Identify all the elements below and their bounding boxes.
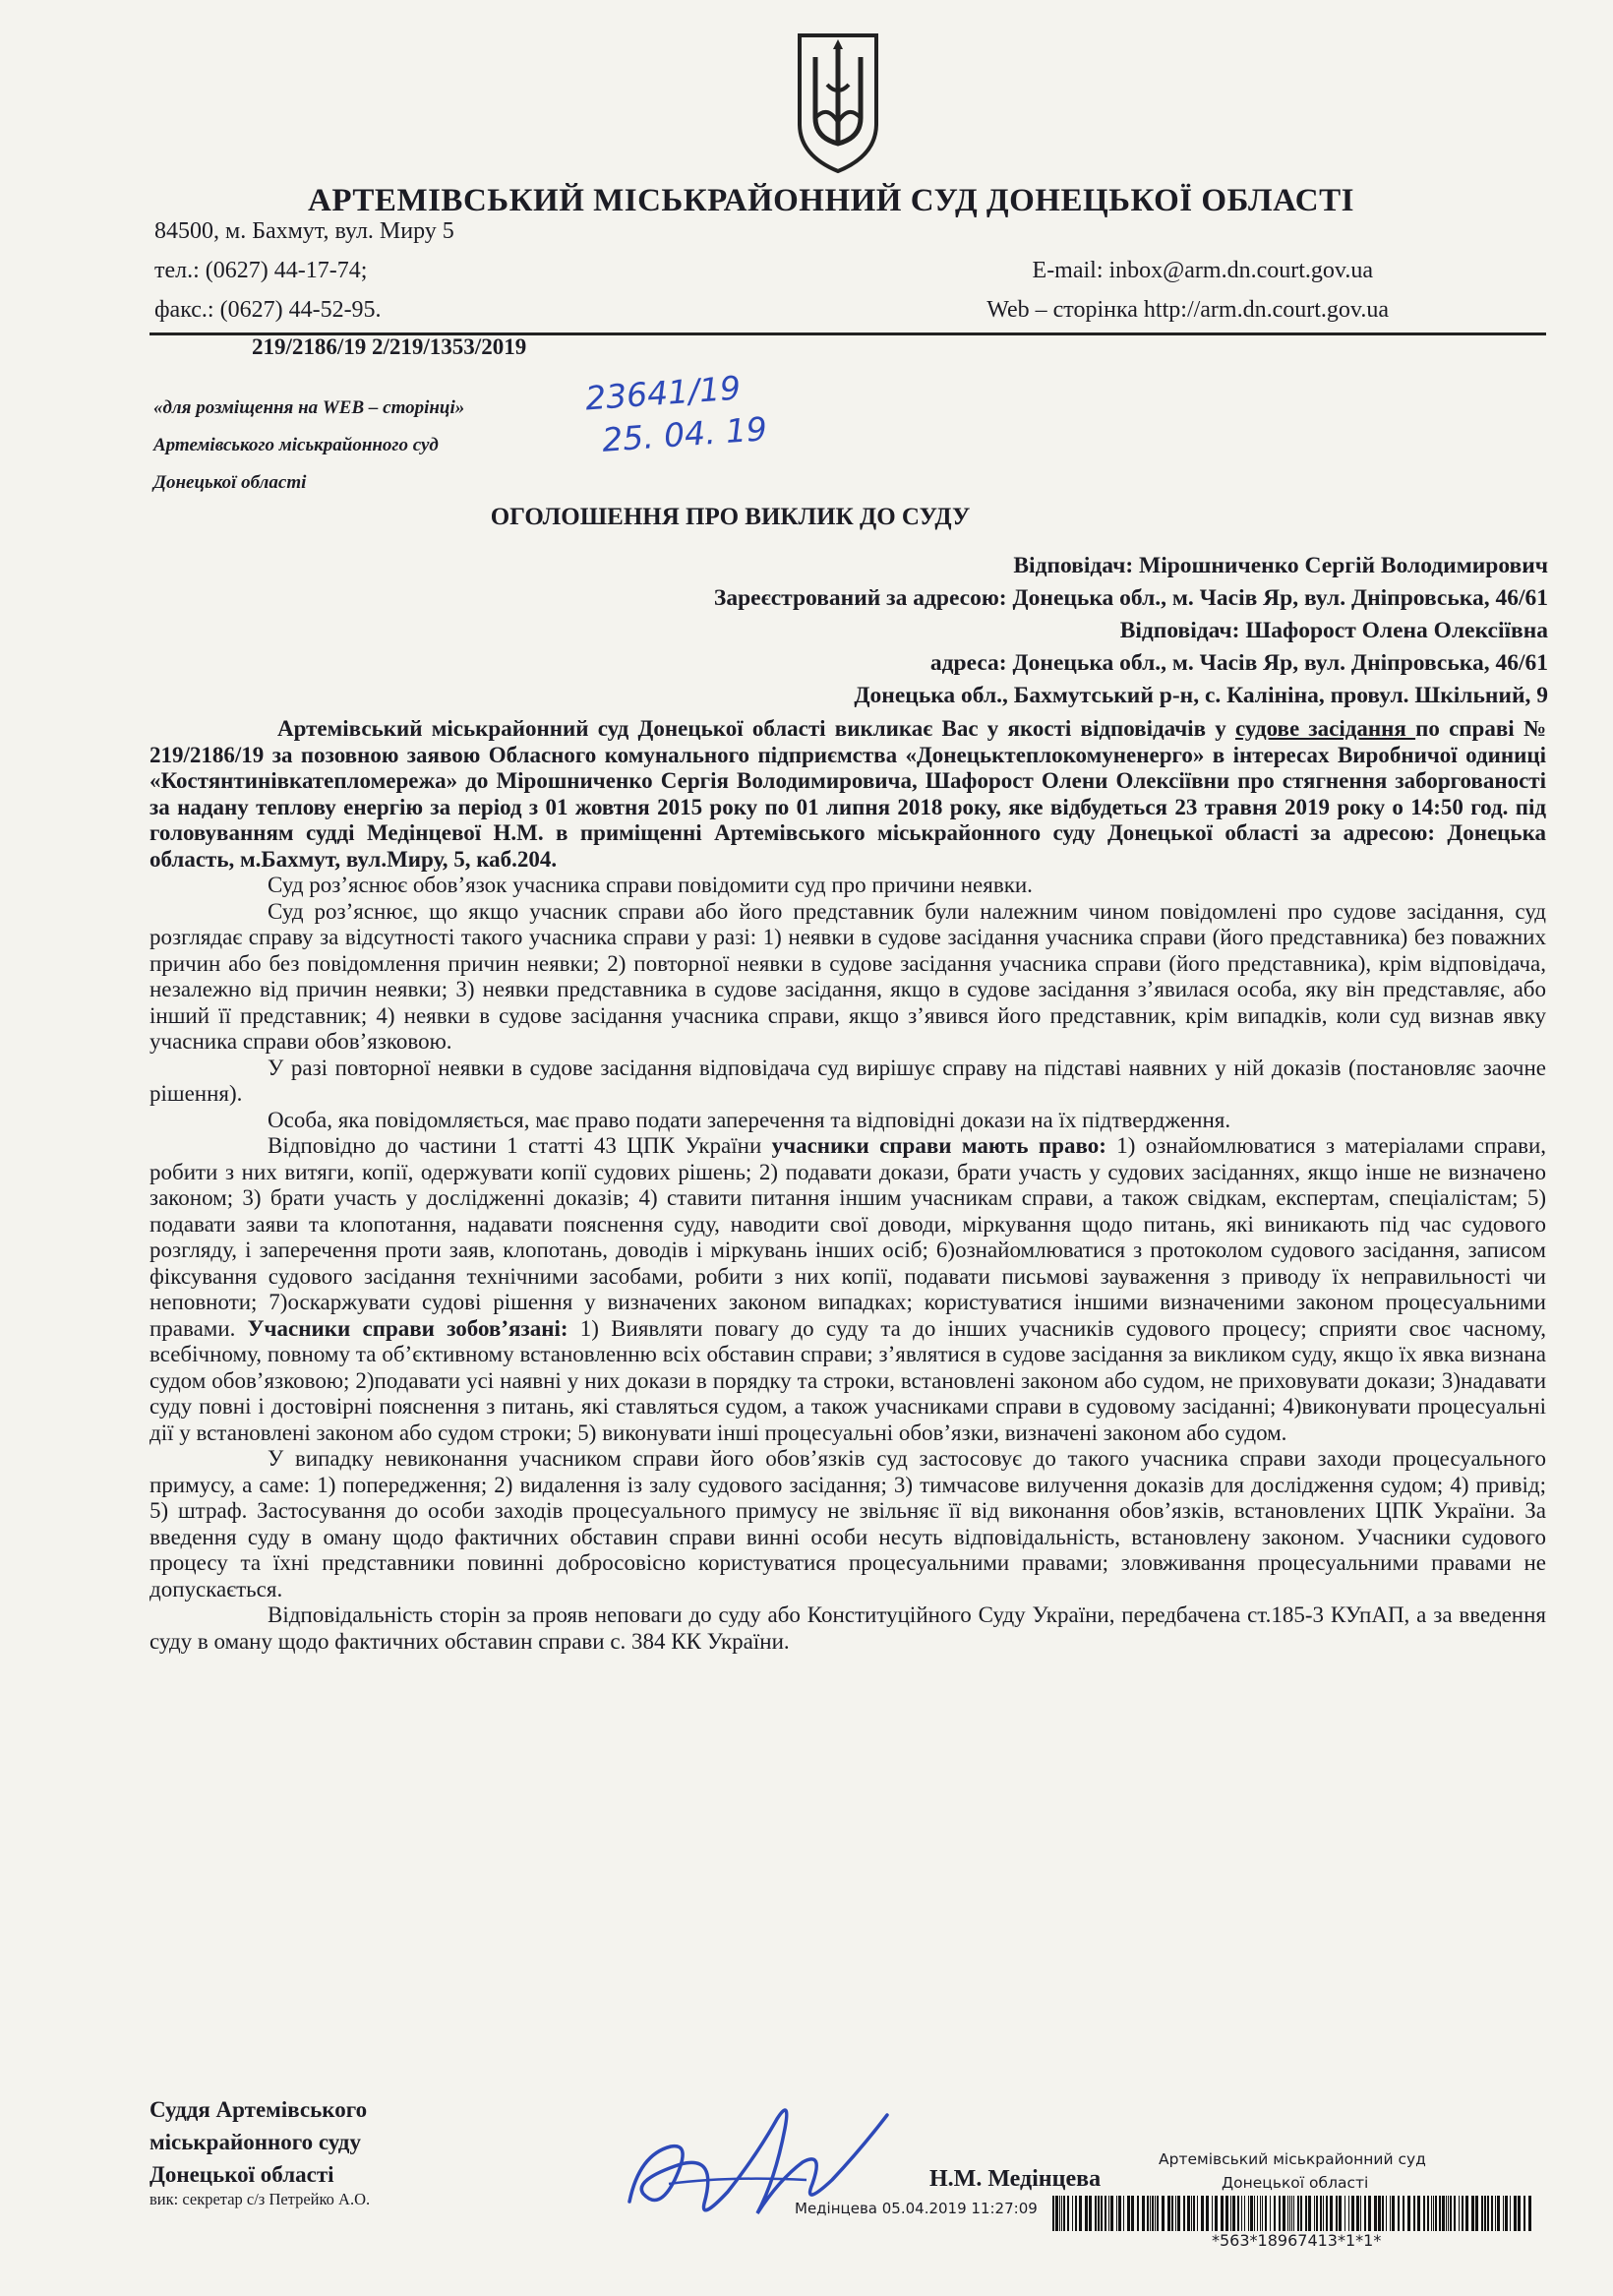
barcode-bar — [1212, 2196, 1213, 2231]
court-address: 84500, м. Бахмут, вул. Миру 5 — [154, 218, 454, 244]
judge-title-line3: Донецької області — [149, 2162, 334, 2187]
barcode-bar — [1079, 2196, 1082, 2231]
web-note-line2: Артемівського міськрайонного суд — [153, 435, 439, 455]
barcode-bar — [1505, 2196, 1508, 2231]
coercion-paragraph: У випадку невиконання учасником справи його обов’язків суд застосовує до такого учасника справи заходи процесуального примусу, а саме: 1) попередження; 2) видалення із залу судового засідання; 3) тимчасове вилучення доказів для дослідження судом; 4) привід; 5) штраф. Застосування до особи заходів процесуального примусу не звільняє її від виконання обов’язків, встановлених ЦПК України. За введення суду в оману щодо фактичних обставин справи винні особи несуть відповідальність, встановлену законом. Учасники судового процесу та їхні представники повинні добросовісно користуватися процесуальними правами; зловживання процесуальними правами не допускається. — [149, 1446, 1546, 1601]
barcode-bar — [1475, 2196, 1478, 2231]
barcode-bar — [1368, 2196, 1371, 2231]
barcode-number: *563*18967413*1*1* — [1212, 2231, 1382, 2250]
barcode-bar — [1413, 2196, 1415, 2231]
barcode-bar — [1287, 2196, 1288, 2231]
barcode-bar — [1510, 2196, 1511, 2231]
barcode-bar — [1339, 2196, 1342, 2231]
barcode-bar — [1471, 2196, 1474, 2231]
barcode-bar — [1382, 2196, 1384, 2231]
barcode-bar — [1364, 2196, 1366, 2231]
barcode-bar — [1407, 2196, 1410, 2231]
barcode-bar — [1439, 2196, 1441, 2231]
electronic-signature-stamp: Медінцева 05.04.2019 11:27:09 — [795, 2200, 1038, 2217]
barcode-bar — [1374, 2196, 1377, 2231]
judge-title-line2: міськрайонного суду — [149, 2130, 361, 2154]
barcode-bar — [1344, 2196, 1345, 2231]
barcode-bar — [1274, 2196, 1276, 2231]
web-note-line3: Донецької області — [153, 472, 307, 493]
barcode-bar — [1108, 2196, 1109, 2231]
barcode-bar — [1293, 2196, 1294, 2231]
barcode-bar — [1390, 2196, 1391, 2231]
barcode-bar — [1095, 2196, 1097, 2231]
barcode-bar — [1052, 2196, 1054, 2231]
barcode-bar — [1351, 2196, 1354, 2231]
barcode-bar — [1279, 2196, 1281, 2231]
barcode-bar — [1152, 2196, 1154, 2231]
barcode-bar — [1462, 2196, 1464, 2231]
court-website: Web – сторінка http://arm.dn.court.gov.ua — [986, 297, 1389, 323]
barcode-bar — [1423, 2196, 1425, 2231]
barcode-bar — [1260, 2196, 1261, 2231]
barcode-bar — [1116, 2196, 1117, 2231]
barcode-bar — [1201, 2196, 1204, 2231]
barcode-bar — [1316, 2196, 1318, 2231]
barcode-bar — [1323, 2196, 1324, 2231]
barcode-bar — [1330, 2196, 1333, 2231]
barcode-bar — [1131, 2196, 1134, 2231]
barcode-bar — [1155, 2196, 1156, 2231]
barcode-bar — [1167, 2196, 1170, 2231]
absence-consequences-paragraph: Суд роз’яснює, що якщо учасник справи або його представник були належним чином повідомлені про судове засідання, суд розглядає справу за відсутності такого учасника справи у разі: 1) неявки в судове засідання учасника справи (його представника) без поважних причин або без повідомлення причин неявки; 2) повторної неявки в судове засідання учасника справи (його представника), крім відповідача, незалежно від причин неявки; 3) неявки представника в судове засідання, якщо в судове засідання з’явилася особа, яку він представляє, або інший її представник; 4) неявки в судове засідання учасника справи, якщо з’явився його представник, крім випадків, коли суд визнав явку учасника справи обов’язковою. — [149, 898, 1546, 1054]
barcode-bar — [1289, 2196, 1290, 2231]
barcode-bar — [1075, 2196, 1077, 2231]
barcode-bar — [1241, 2196, 1242, 2231]
barcode-bar — [1157, 2196, 1159, 2231]
court-fax: факс.: (0627) 44-52-95. — [154, 297, 382, 323]
handwritten-registration-number: 23641/19 — [583, 368, 743, 418]
barcode-bar — [1101, 2196, 1103, 2231]
barcode-bar — [1326, 2196, 1328, 2231]
barcode-bar — [1528, 2196, 1531, 2231]
barcode-bar — [1221, 2196, 1224, 2231]
barcode-bar — [1191, 2196, 1192, 2231]
stamp-region: Донецької області — [1222, 2174, 1369, 2192]
defendant-1: Відповідач: Мірошниченко Сергій Володимирович — [1013, 553, 1548, 578]
objection-right-paragraph: Особа, яка повідомляється, має право подати заперечення та відповідні докази на їх підтвердження. — [268, 1107, 1231, 1132]
barcode-bar — [1398, 2196, 1400, 2231]
stamp-court-name: Артемівський міськрайонний суд — [1159, 2150, 1426, 2168]
barcode-bar — [1055, 2196, 1058, 2231]
barcode-bar — [1356, 2196, 1359, 2231]
barcode-bar — [1061, 2196, 1062, 2231]
barcode-bar — [1503, 2196, 1504, 2231]
judge-name: Н.М. Медінцева — [929, 2166, 1102, 2192]
barcode-bar — [1187, 2196, 1190, 2231]
barcode-bar — [1215, 2196, 1218, 2231]
barcode-bar — [1265, 2196, 1267, 2231]
barcode-bar — [1254, 2196, 1255, 2231]
barcode-bar — [1320, 2196, 1322, 2231]
barcode-bar — [1193, 2196, 1195, 2231]
barcode-bar — [1162, 2196, 1165, 2231]
barcode-bar — [1523, 2196, 1525, 2231]
notice-body — [149, 716, 1546, 1655]
barcode-bar — [1123, 2196, 1124, 2231]
case-numbers: 219/2186/19 2/219/1353/2019 — [252, 334, 527, 359]
barcode-bar — [1454, 2196, 1456, 2231]
defendant-2: Відповідач: Шафорост Олена Олексіївна — [1119, 618, 1548, 643]
barcode-bar — [1283, 2196, 1285, 2231]
barcode-bar — [1433, 2196, 1434, 2231]
barcode-bar — [1147, 2196, 1149, 2231]
barcode-bar — [1484, 2196, 1486, 2231]
barcode-bar — [1495, 2196, 1496, 2231]
barcode-bar — [1063, 2196, 1065, 2231]
barcode-bar — [1300, 2196, 1302, 2231]
barcode-bar — [1098, 2196, 1100, 2231]
barcode-bar — [1175, 2196, 1176, 2231]
barcode-bar — [1336, 2196, 1338, 2231]
document-title: ОГОЛОШЕННЯ ПРО ВИКЛИК ДО СУДУ — [490, 504, 971, 530]
barcode-bar — [1518, 2196, 1521, 2231]
barcode-bar — [1514, 2196, 1517, 2231]
barcode-bar — [1431, 2196, 1432, 2231]
barcode-icon — [1052, 2196, 1534, 2231]
barcode-bar — [1072, 2196, 1073, 2231]
barcode-bar — [1442, 2196, 1445, 2231]
barcode-bar — [1089, 2196, 1092, 2231]
barcode-bar — [1262, 2196, 1263, 2231]
court-phone: тел.: (0627) 44-17-74; — [154, 258, 368, 283]
barcode-bar — [1085, 2196, 1088, 2231]
barcode-bar — [1450, 2196, 1452, 2231]
barcode-bar — [1308, 2196, 1311, 2231]
barcode-bar — [1137, 2196, 1139, 2231]
barcode-bar — [1417, 2196, 1420, 2231]
barcode-bar — [1297, 2196, 1299, 2231]
liability-paragraph: Відповідальність сторін за прояв неповаги до суду або Конституційного Суду України, передбачена ст.185-3 КУпАП, а за введення суду в оману щодо фактичних обставин справи с. 384 КК України. — [149, 1602, 1546, 1654]
defendant-2-address-alt: Донецька обл., Бахмутський р-н, с. Калініна, провул. Шкільний, 9 — [854, 683, 1548, 708]
executor-note: вик: секретар с/з Петрейко А.О. — [149, 2190, 371, 2208]
judge-title — [149, 2093, 367, 2191]
barcode-bar — [1465, 2196, 1468, 2231]
barcode-bar — [1183, 2196, 1185, 2231]
web-note-line1: «для розміщення на WEB – сторінці» — [153, 397, 465, 418]
absence-reason-paragraph: Суд роз’яснює обов’язок учасника справи повідомити суд про причини неявки. — [268, 873, 1033, 897]
barcode-bar — [1244, 2196, 1245, 2231]
barcode-bar — [1150, 2196, 1151, 2231]
barcode-bar — [1142, 2196, 1145, 2231]
barcode-bar — [1427, 2196, 1429, 2231]
barcode-bar — [1386, 2196, 1387, 2231]
barcode-bar — [1497, 2196, 1500, 2231]
barcode-bar — [1491, 2196, 1493, 2231]
barcode-bar — [1118, 2196, 1121, 2231]
barcode-bar — [1446, 2196, 1447, 2231]
summons-paragraph: Артемівський міськрайонний суд Донецької області викликає Вас у якості відповідачів у судове засідання по справі № 219/2186/19 за позовною заявою Обласного комунального підприємства «Донецьктеплокомуненерго» в інтересах Виробничої одиниці «Костянтинівкатепломережа» до Мірошниченко Сергія Володимировича, Шафорост Олени Олексіївни про стягнення заборгованості за надану теплову енергію за період з 01 жовтня 2015 року по 01 липня 2018 року, яке відбудеться 23 травня 2019 року о 14:50 год. під головуванням судді Медінцевої Н.М. в приміщенні Артемівського міськрайонного суду Донецької області за адресою: Донецька область, м.Бахмут, вул.Миру, 5, каб.204. — [149, 716, 1546, 872]
court-name: АРТЕМІВСЬКИЙ МІСЬКРАЙОННИЙ СУД ДОНЕЦЬКОЇ ОБЛАСТІ — [308, 183, 1354, 218]
barcode-bar — [1481, 2196, 1483, 2231]
barcode-bar — [1177, 2196, 1180, 2231]
barcode-bar — [1127, 2196, 1130, 2231]
coat-of-arms-icon — [794, 28, 882, 175]
barcode-bar — [1171, 2196, 1173, 2231]
barcode-bar — [1250, 2196, 1253, 2231]
barcode-bar — [1257, 2196, 1258, 2231]
barcode-bar — [1225, 2196, 1228, 2231]
court-email: E-mail: inbox@arm.dn.court.gov.ua — [1032, 258, 1373, 283]
rights-duties-paragraph: Відповідно до частини 1 статті 43 ЦПК України учасники справи мають право: 1) ознайомлюватися з матеріалами справи, робити з них витяги, копії, одержувати копії судових рішень; 2) подавати докази, брати участь у судових засіданнях, якщо інше не визначено законом; 3) брати участь у дослідженні доказів; 4) ставити питання іншим учасникам справи, а також свідкам, експертам, спеціалістам; 5) подавати заяви та клопотання, надавати пояснення суду, наводити свої доводи, міркування щодо питань, які виникають під час судового розгляду, і заперечення проти заяв, клопотань, доводів і міркувань інших осіб; 6)ознайомлюватися з протоколом судового засідання, записом фіксування судового засідання технічними засобами, робити з них копії, подавати письмові зауваження з приводу їх неправильності чи неповноти; 7)оскаржувати судові рішення у визначених законом випадках; користуватися іншими визначеними законом процесуальними правами. Учасники справи зобов’язані: 1) Виявляти повагу до суду та до інших учасників судового процесу; сприяти своє часному, всебічному, повному та об’єктивному встановленню всіх обставин справи; з’являтися в судове засідання за викликом суду, якщо їх явка визнана судом обов’язковою; 2)подавати усі наявні у них докази в порядку та строки, встановлені законом або судом, не приховувати докази; 3)надавати суду повні і достовірні пояснення з питань, які ставляться судом, а також учасниками справи в судовому засіданні; 4)виконувати процесуальні дії у встановлені законом або судом строки; 5) виконувати інші процесуальні обов’язки, визначені законом або судом. — [149, 1133, 1547, 1445]
barcode-bar — [1314, 2196, 1315, 2231]
defendant-1-address: Зареєстрований за адресою: Донецька обл., м. Часів Яр, вул. Дніпровська, 46/61 — [713, 585, 1548, 611]
barcode-bar — [1197, 2196, 1198, 2231]
defendant-2-address: адреса: Донецька обл., м. Часів Яр, вул. Дніпровська, 46/61 — [929, 650, 1548, 676]
barcode-bar — [1237, 2196, 1239, 2231]
barcode-bar — [1348, 2196, 1349, 2231]
barcode-bar — [1392, 2196, 1395, 2231]
repeat-absence-paragraph: У разі повторної неявки в судове засідання відповідача суд вирішує справу на підставі наявних у ній доказів (постановляє заочне рішення). — [149, 1055, 1546, 1106]
barcode-bar — [1206, 2196, 1209, 2231]
barcode-bar — [1270, 2196, 1271, 2231]
barcode-bar — [1059, 2196, 1060, 2231]
judge-title-line1: Суддя Артемівського — [149, 2097, 368, 2122]
barcode-bar — [1378, 2196, 1381, 2231]
barcode-bar — [1105, 2196, 1106, 2231]
barcode-bar — [1448, 2196, 1449, 2231]
barcode-bar — [1232, 2196, 1235, 2231]
barcode-bar — [1291, 2196, 1292, 2231]
barcode-bar — [1487, 2196, 1489, 2231]
barcode-bar — [1360, 2196, 1361, 2231]
barcode-bar — [1403, 2196, 1404, 2231]
barcode-bar — [1067, 2196, 1069, 2231]
barcode-bar — [1248, 2196, 1249, 2231]
barcode-bar — [1435, 2196, 1437, 2231]
barcode-bar — [1110, 2196, 1113, 2231]
barcode-bar — [1230, 2196, 1231, 2231]
handwritten-registration-date: 25. 04. 19 — [600, 409, 769, 459]
barcode-bar — [1305, 2196, 1307, 2231]
barcode-bar — [1459, 2196, 1460, 2231]
